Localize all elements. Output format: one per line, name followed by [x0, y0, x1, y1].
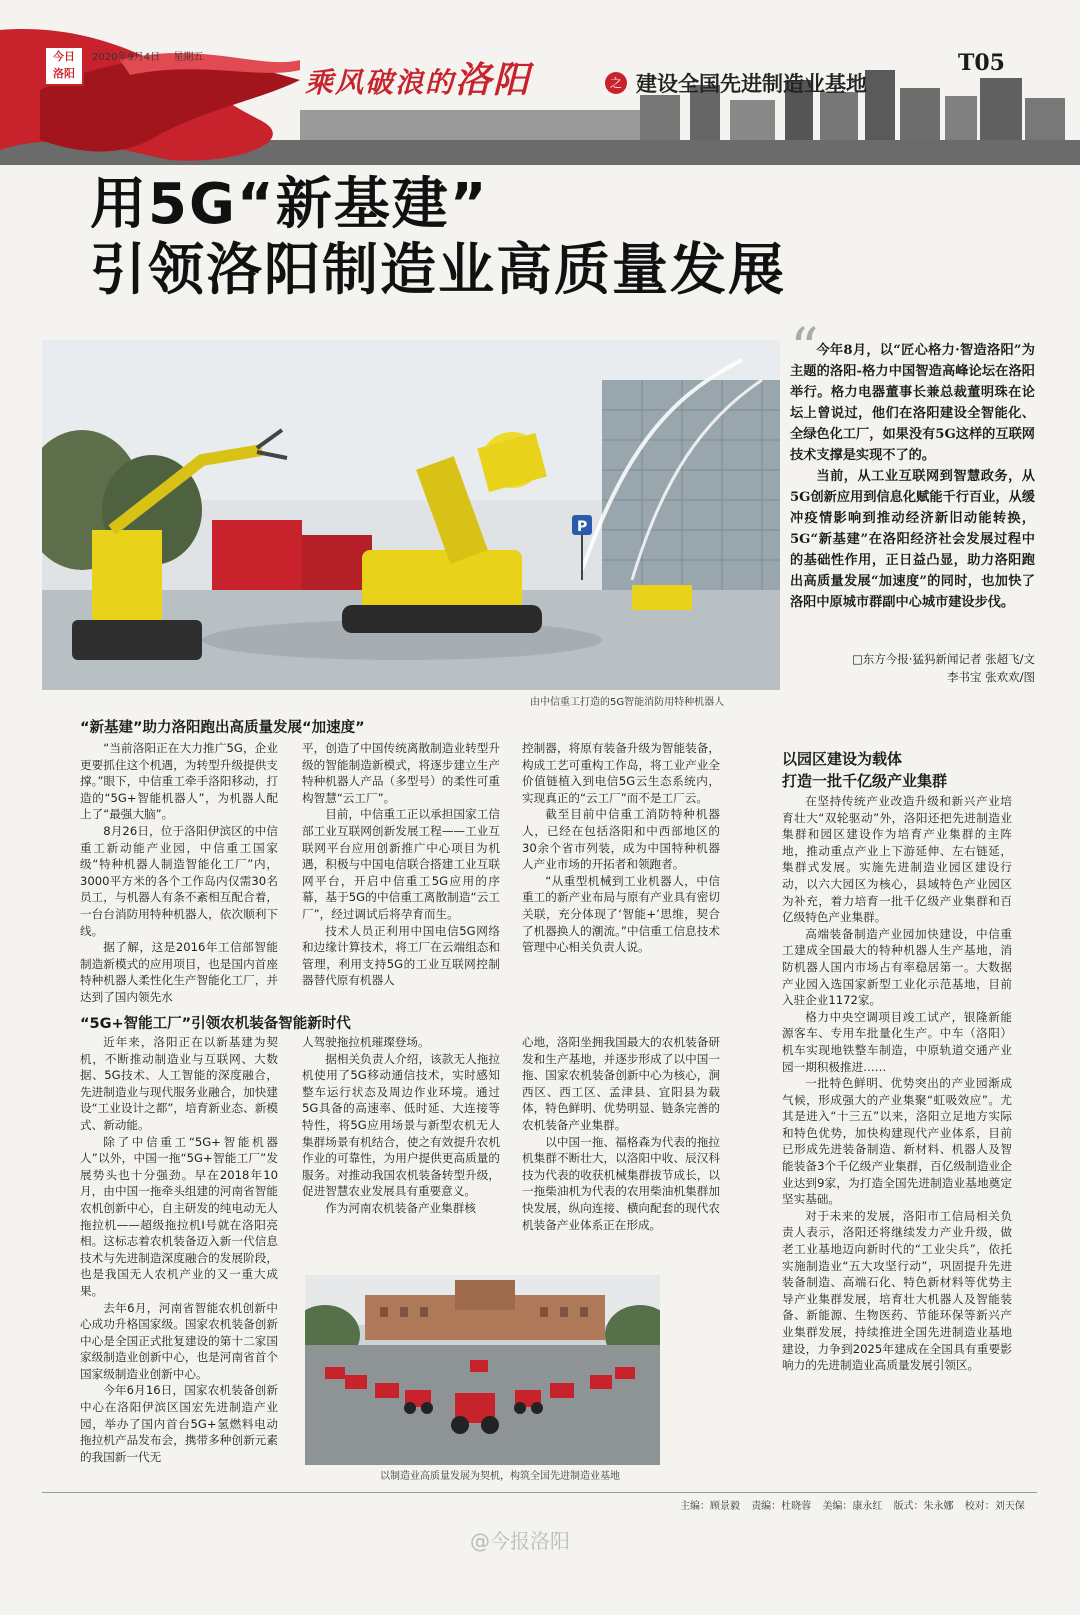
article-column	[302, 740, 500, 989]
paragraph: 技术人员正利用中国电信5G网络和边缘计算技术，将工厂在云端组态和管理，利用支持5G的工业互联网控制器替代原有机器人	[302, 923, 500, 988]
masthead	[0, 0, 1080, 165]
tractor-fleet-illustration	[305, 1275, 660, 1465]
article-column	[522, 1034, 720, 1233]
issue-date: 2020年9月4日	[92, 52, 161, 63]
paragraph: 近年来，洛阳正在以新基建为契机，不断推动制造业与互联网、大数据、5G技术、人工智能的深度融合，先进制造业与现代服务业融合，加快建设“工业设计之都”，培育新业态、新模式、新动能。	[80, 1035, 278, 1132]
page-number: T05	[958, 50, 1005, 76]
paragraph: 去年6月，河南省智能农机创新中心成功升格国家级。国家农机装备创新中心是全国正式批复建设的第十二家国家级制造业创新中心，也是河南省首个国家级制造业创新中心。	[80, 1300, 278, 1381]
paragraph: 除了中信重工“5G+智能机器人”以外，中国一拖“5G+智能工厂”发展势头也十分强劲。早在2018年10月，由中国一拖牵头组建的河南省智能农机创新中心，自主研发的纯电动无人拖拉机——超级拖拉机Ⅰ号就在洛阳亮相。这标志着农机装备迈入新一代信息技术与先进制造深度融合的发展阶段，也是我国无人农机产业的又一重大成果。	[80, 1134, 278, 1298]
footer-divider	[42, 1492, 1037, 1493]
tractor-photo	[305, 1275, 660, 1465]
article-column	[80, 740, 278, 1006]
paragraph: 一批特色鲜明、优势突出的产业园渐成气候，形成强大的产业集聚“虹吸效应”。尤其是进入“十三五”以来，洛阳立足地方实际和特色优势，加快构建现代产业体系，目前已形成先进装备制造、新材料、机器人及智能装备3个千亿级产业集群，百亿级制造业企业达到9家，为打造全国先进制造业基地奠定坚实基础。	[782, 1076, 1012, 1207]
paragraph: 控制器，将原有装备升级为智能装备，构成工艺可重构工作岛，将工业产业全价值链植入到电信5G云生态系统内，实现真正的“云工厂”而不是工厂云。	[522, 741, 720, 805]
paragraph: “当前洛阳正在大力推广5G，企业更要抓住这个机遇，为转型升级提供支撑。”眼下，中信重工牵手洛阳移动，打造的“5G+智能机器人”，为机器人配上了“最强大脑”。	[80, 741, 278, 822]
weibo-watermark: @今报洛阳	[470, 1529, 570, 1553]
credit-editor: 主编：顾景毅	[680, 1501, 740, 1512]
paragraph: 据相关负责人介绍，该款无人拖拉机使用了5G移动通信技术，实时感知整车运行状态及周边作业环境。通过5G具备的高速率、低时延、大连接等特性，将5G应用场景与新型农机无人集群场景有机结合，使之有效提升农机作业的可靠性，为用户提供更高质量的服务。对推动我国农机装备转型升级，促进智慧农业发展具有重要意义。	[302, 1051, 500, 1199]
paragraph: 作为河南农机装备产业集群核	[325, 1200, 476, 1215]
paragraph: “从重型机械到工业机器人，中信重工的新产业布局与原有产业具有密切关联，充分体现了‘智能+’思维，契合了机器换人的潮流。”中信重工信息技术管理中心相关负责人说。	[522, 873, 720, 955]
paragraph: 据了解，这是2016年工信部智能制造新模式的应用项目，也是国内首座特种机器人柔性化生产智能化工厂，并达到了国内领先水	[80, 940, 278, 1004]
paragraph: 高端装备制造产业园加快建设，中信重工建成全国最大的特种机器人生产基地，消防机器人国内市场占有率稳居第一。大数据产业园入选国家新型工业化示范基地，目前入驻企业1172家。	[782, 926, 1012, 1008]
section-heading: “5G+智能工厂”引领农机装备智能新时代	[80, 1016, 351, 1032]
photo-caption: 以制造业高质量发展为契机，构筑全国先进制造业基地	[380, 1471, 620, 1482]
paragraph: 今年6月16日，国家农机装备创新中心在洛阳伊滨区国宏先进制造产业园，举办了国内首台5G+氢燃料电动拖拉机产品发布会，携带多种创新元素的我国新一代无	[80, 1383, 278, 1464]
intro-paragraph: 当前，从工业互联网到智慧政务，从5G创新应用到信息化赋能千行百业，从缓冲疫情影响到推动经济新旧动能转换，5G“新基建”在洛阳经济社会发展过程中的基础性作用，正日益凸显，助力洛阳跑出高质量发展“加速度”的同时，也加快了洛阳中原城市群副中心城市建设步伐。	[790, 469, 1035, 610]
photo-caption: 由中信重工打造的5G智能消防用特种机器人	[530, 697, 725, 708]
byline	[790, 650, 1035, 686]
paragraph: 心地，洛阳坐拥我国最大的农机装备研发和生产基地，并逐步形成了以中国一拖、国家农机装备创新中心为核心，涧西区、西工区、孟津县、宜阳县为载体，特色鲜明、优势明显、链条完善的农机装备产业集群。	[522, 1035, 720, 1132]
headline-line-1: 用5G“新基建”	[90, 172, 489, 237]
quote-mark-icon: “	[790, 317, 819, 382]
credit-art-editor: 美编：康永红	[822, 1501, 883, 1512]
column-title-city: 洛阳	[455, 59, 532, 101]
masthead-skyline-illustration	[0, 0, 1080, 165]
editorial-credits	[680, 1497, 1033, 1512]
dateline	[92, 48, 213, 63]
article-column	[80, 1034, 278, 1465]
paragraph: 格力中央空调项目竣工试产，银隆新能源客车、专用车批量化生产。中车（洛阳）机车实现地铁整车制造，中原轨道交通产业园一期积极推进……	[782, 1009, 1012, 1074]
issue-weekday: 星期五	[173, 52, 204, 63]
firefighting-robot-illustration	[42, 340, 780, 690]
robot-photo	[42, 340, 780, 690]
paragraph: 平，创造了中国传统离散制造业转型升级的智能制造新模式，将逐步建立生产特种机器人产品（多型号）的柔性可重构智慧“云工厂”。	[302, 741, 500, 805]
paragraph: 以中国一拖、福格森为代表的拖拉机集群不断壮大，以洛阳中收、辰汉科技为代表的收获机械集群拔节成长，以一拖柴油机为代表的农用柴油机集群加快发展，纵向连接、横向配套的现代农机装备产业体系正在形成。	[522, 1134, 720, 1232]
article-column	[522, 740, 720, 956]
article-column	[782, 793, 1012, 1374]
paragraph: 人驾驶拖拉机璀璨登场。	[302, 1035, 430, 1049]
column-subtitle: 建设全国先进制造业基地	[636, 72, 867, 96]
column-connector-badge: 之	[605, 72, 627, 94]
headline	[90, 172, 990, 304]
headline-line-2: 引领洛阳制造业高质量发展	[90, 238, 786, 303]
paragraph: 截至目前中信重工消防特种机器人，已经在包括洛阳和中西部地区的30余个省市列装，成为中国特种机器人产业市场的开拓者和领跑者。	[522, 807, 720, 872]
intro-text	[790, 340, 1035, 613]
credit-proofreader: 校对：刘天保	[964, 1501, 1025, 1512]
section-heading-line-1: 以园区建设为载体	[782, 750, 903, 768]
section-heading	[782, 748, 1022, 792]
newspaper-logo: 今日 洛阳	[44, 46, 84, 86]
paragraph: 8月26日，位于洛阳伊滨区的中信重工新动能产业园，中信重工国家级“特种机器人制造智能化工厂”内，3000平方米的各个工作岛内仅需30名员工，与机器人有条不紊相互配合着，一台台消防用特种机器人，依次顺利下线。	[80, 823, 278, 938]
credit-layout: 版式：朱永娜	[893, 1501, 954, 1512]
intro-paragraph: 今年8月，以“匠心格力·智造洛阳”为主题的洛阳-格力中国智造高峰论坛在洛阳举行。格力电器董事长兼总裁董明珠在论坛上曾说过，他们在洛阳建设全智能化、全绿色化工厂，如果没有5G这样的互联网技术支撑是实现不了的。	[790, 343, 1035, 463]
credit-duty-editor: 责编：杜晓蓉	[751, 1501, 812, 1512]
parking-sign: P	[577, 519, 588, 535]
byline-photographer: 李书宝 张欢欢/图	[946, 670, 1035, 684]
column-title	[305, 52, 531, 103]
column-title-prefix: 乘风破浪的	[305, 66, 456, 99]
paragraph: 对于未来的发展，洛阳市工信局相关负责人表示，洛阳还将继续发力产业升级，做老工业基地迈向新时代的“工业尖兵”，依托实施制造业“五大攻坚行动”，巩固提升先进装备制造、高端石化、特色新材料等优势主导产业集群发展，培育壮大机器人及智能装备、新能源、生物医药、节能环保等新兴产业集群发展，持续推进全国先进制造业基地建设，力争到2025年建成在全国具有重要影响力的先进制造业高质量发展引领区。	[782, 1208, 1012, 1373]
section-heading: “新基建”助力洛阳跑出高质量发展“加速度”	[80, 720, 365, 736]
paragraph: 目前，中信重工正以承担国家工信部工业互联网创新发展工程——工业互联网平台应用创新推广中心项目为机遇，积极与中国电信联合搭建工业互联网平台，开启中信重工5G应用的序幕，基于5G的中信重工离散制造“云工厂”，经过调试后将孕育而生。	[302, 807, 500, 921]
section-heading-line-2: 打造一批千亿级产业集群	[782, 772, 948, 790]
paragraph: 在坚持传统产业改造升级和新兴产业培育壮大“双轮驱动”外，洛阳还把先进制造业集群和园区建设作为培育产业集群的主阵地，推动重点产业上下游延伸、左右链延，集群式发展。实施先进制造业园区建设行动，以六大园区为核心，县域特色产业园区为补充，着力培育一批千亿级产业集群和百亿级特色产业集群。	[782, 794, 1012, 925]
byline-writer: □东方今报·猛犸新闻记者 张超飞/文	[851, 652, 1035, 666]
article-column	[302, 1034, 500, 1217]
